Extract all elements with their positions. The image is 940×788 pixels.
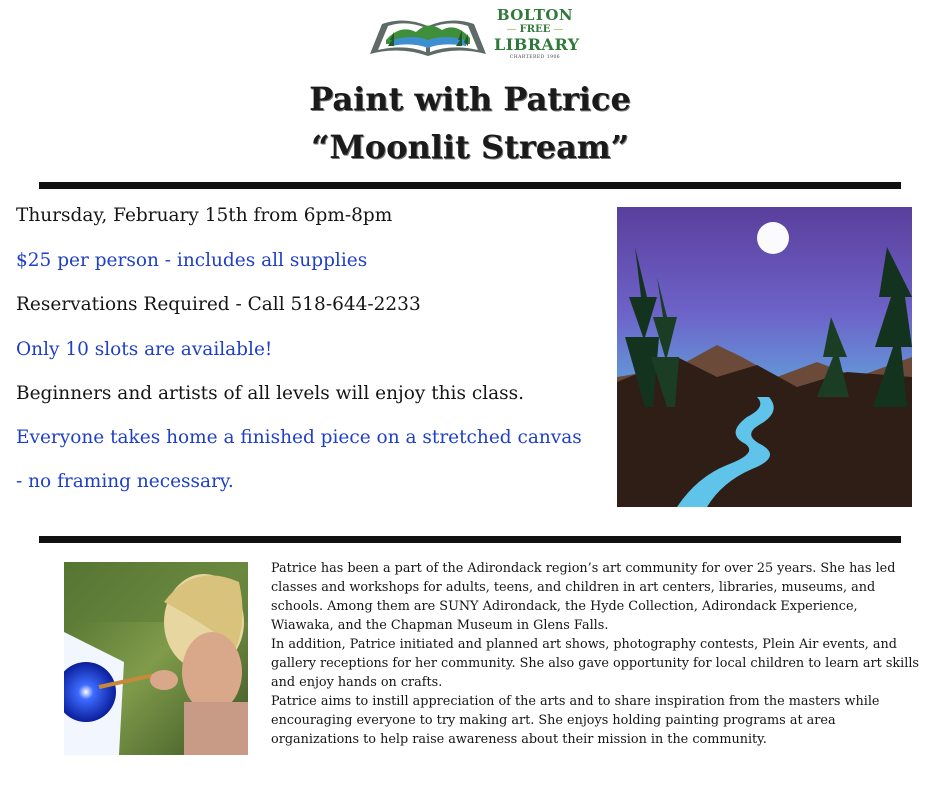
event-slots: Only 10 slots are available! xyxy=(16,339,273,360)
divider-top xyxy=(39,182,901,189)
event-reservations: Reservations Required - Call 518-644-2233 xyxy=(16,294,421,315)
event-framing: - no framing necessary. xyxy=(16,471,234,492)
bio-paragraph: Patrice aims to instill appreciation of the arts and to share inspiration from the masters while encouraging everyone to try making art. She enjoys holding painting programs at area organizations to help raise awareness about their mission in the community. xyxy=(271,694,880,747)
logo-text-bolton: BOLTON xyxy=(496,6,574,24)
page-title: Paint with Patrice xyxy=(309,80,631,118)
event-levels: Beginners and artists of all levels will enjoy this class. xyxy=(16,383,525,404)
logo-text-free: — FREE — xyxy=(494,25,576,35)
event-takehome: Everyone takes home a finished piece on a stretched canvas xyxy=(16,427,582,448)
logo-text-library: LIBRARY xyxy=(494,35,580,54)
artist-photo xyxy=(64,562,248,755)
moonlit-stream-painting xyxy=(617,207,912,507)
bio-paragraph: Patrice has been a part of the Adirondack region’s art community for over 25 years. She has led classes and workshops for adults, teens, and children in art centers, libraries, museums, and schools. Among them are SUNY Adirondack, the Hyde Collection, Adirondack Experience, Wiawaka, and the Chapman Museum in Glens Falls. xyxy=(271,561,896,633)
open-book-lake-mountains-icon xyxy=(364,10,492,62)
artist-bio xyxy=(271,559,921,749)
bio-paragraph: In addition, Patrice initiated and planned art shows, photography contests, Plein Air events, and gallery receptions for her community. She also gave opportunity for local children to learn art skills and enjoy hands on crafts. xyxy=(271,637,919,690)
event-date: Thursday, February 15th from 6pm-8pm xyxy=(16,205,393,226)
event-price: $25 per person - includes all supplies xyxy=(16,250,368,271)
page-subtitle: “Moonlit Stream” xyxy=(310,128,630,166)
library-logo xyxy=(364,8,580,68)
logo-text-chartered: CHARTERED 1906 xyxy=(509,55,561,60)
divider-bottom xyxy=(39,536,901,543)
